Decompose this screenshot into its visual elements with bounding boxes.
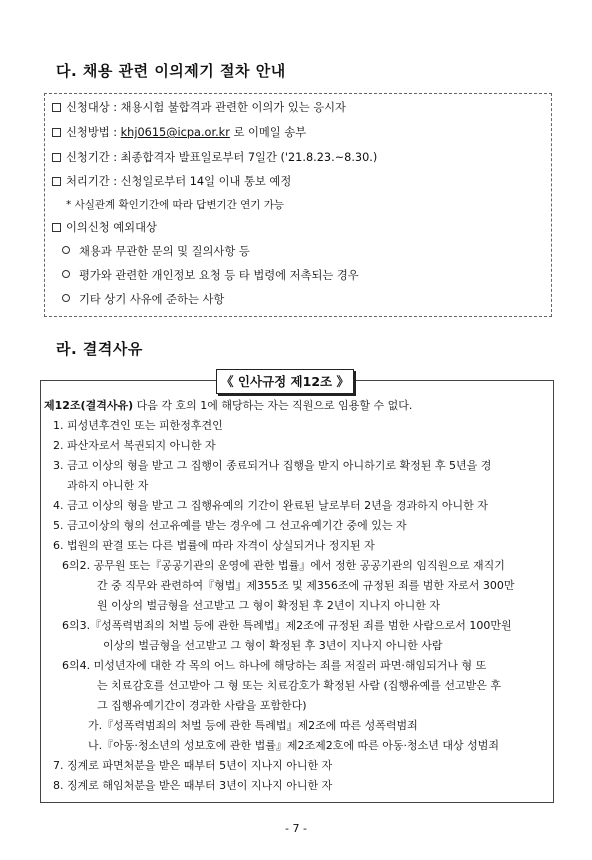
article-item: 2. 파산자로서 복권되지 아니한 자 bbox=[53, 439, 216, 452]
checkbox-square-icon bbox=[52, 177, 61, 186]
section-title-appeal: 다. 채용 관련 이의제기 절차 안내 bbox=[56, 62, 286, 80]
article-item: 3. 금고 이상의 형을 받고 그 집행이 종료되거나 집행을 받지 아니하기로 확정된 후 5년을 경 bbox=[53, 459, 492, 472]
article-heading: 제12조(결격사유) 다음 각 호의 1에 해당하는 자는 직원으로 임용할 수 없다. bbox=[44, 399, 413, 412]
article-item: 4. 금고 이상의 형을 받고 그 집행유예의 기간이 완료된 날로부터 2년을 경과하지 아니한 자 bbox=[53, 499, 488, 512]
exception-item: 기타 상기 사유에 준하는 사항 bbox=[62, 293, 224, 307]
article-item-cont: 과하지 아니한 자 bbox=[67, 479, 149, 492]
checkbox-square-icon bbox=[52, 103, 61, 112]
article-item: 6. 법원의 판결 또는 다른 법률에 따라 자격이 상실되거나 정지된 자 bbox=[53, 539, 375, 552]
article-subitem: 나.『아동·청소년의 성보호에 관한 법률』제2조제2호에 따른 아동·청소년 대상 성범죄 bbox=[88, 739, 499, 752]
circle-bullet-icon bbox=[62, 270, 70, 278]
appeal-exceptions-title: 이의신청 예외대상 bbox=[52, 221, 157, 235]
email-link[interactable]: khj0615@icpa.or.kr bbox=[120, 126, 230, 139]
section-title-disqualification: 라. 결격사유 bbox=[56, 340, 143, 358]
appeal-method: 신청방법 : khj0615@icpa.or.kr 로 이메일 송부 bbox=[52, 126, 306, 140]
appeal-target: 신청대상 : 채용시험 불합격과 관련한 이의가 있는 응시자 bbox=[52, 101, 346, 115]
checkbox-square-icon bbox=[52, 153, 61, 162]
checkbox-square-icon bbox=[52, 223, 61, 232]
article-item-cont: 원 이상의 벌금형을 선고받고 그 형이 확정된 후 2년이 지나지 아니한 자 bbox=[97, 599, 440, 612]
circle-bullet-icon bbox=[62, 294, 70, 302]
exception-item: 채용과 무관한 문의 및 질의사항 등 bbox=[62, 245, 250, 259]
article-item: 6의3.『성폭력범죄의 처벌 등에 관한 특례법』제2조에 규정된 죄를 범한 사람으로서 100만원 bbox=[62, 619, 512, 632]
appeal-processing: 처리기간 : 신청일로부터 14일 이내 통보 예정 bbox=[52, 175, 291, 189]
article-item-cont: 그 집행유예기간이 경과한 사람을 포함한다) bbox=[97, 699, 307, 712]
checkbox-square-icon bbox=[52, 128, 61, 137]
article-item-cont: 는 치료감호를 선고받아 그 형 또는 치료감호가 확정된 사람 (집행유예를 선고받은 후 bbox=[97, 679, 502, 692]
article-item-cont: 이상의 벌금형을 선고받고 그 형이 확정된 후 3년이 지나지 아니한 사람 bbox=[103, 639, 443, 652]
article-item: 1. 피성년후견인 또는 피한정후견인 bbox=[53, 419, 223, 432]
processing-note: * 사실관계 확인기간에 따라 답변기간 연기 가능 bbox=[66, 199, 284, 211]
rule-label: 《 인사규정 제12조 》 bbox=[216, 369, 354, 394]
article-subitem: 가.『성폭력범죄의 처벌 등에 관한 특례법』제2조에 따른 성폭력범죄 bbox=[88, 719, 418, 732]
article-item: 8. 징계로 해임처분을 받은 때부터 3년이 지나지 아니한 자 bbox=[53, 779, 333, 792]
article-item: 5. 금고이상의 형의 선고유예를 받는 경우에 그 선고유예기간 중에 있는 자 bbox=[53, 519, 407, 532]
exception-item: 평가와 관련한 개인정보 요청 등 타 법령에 저촉되는 경우 bbox=[62, 269, 359, 283]
article-item: 6의4. 미성년자에 대한 각 목의 어느 하나에 해당하는 죄를 저질러 파면·해임되거나 형 또 bbox=[62, 659, 487, 672]
appeal-period: 신청기간 : 최종합격자 발표일로부터 7일간 ('21.8.23.~8.30.) bbox=[52, 151, 377, 165]
article-item-cont: 간 중 직무와 관련하여『형법』제355조 및 제356조에 규정된 죄를 범한 자로서 300만 bbox=[97, 579, 515, 592]
page-number: - 7 - bbox=[285, 822, 307, 835]
article-item: 6의2. 공무원 또는『공공기관의 운영에 관한 법률』에서 정한 공공기관의 임직원으로 재직기 bbox=[62, 559, 505, 572]
article-item: 7. 징계로 파면처분을 받은 때부터 5년이 지나지 아니한 자 bbox=[53, 759, 333, 772]
circle-bullet-icon bbox=[62, 246, 70, 254]
